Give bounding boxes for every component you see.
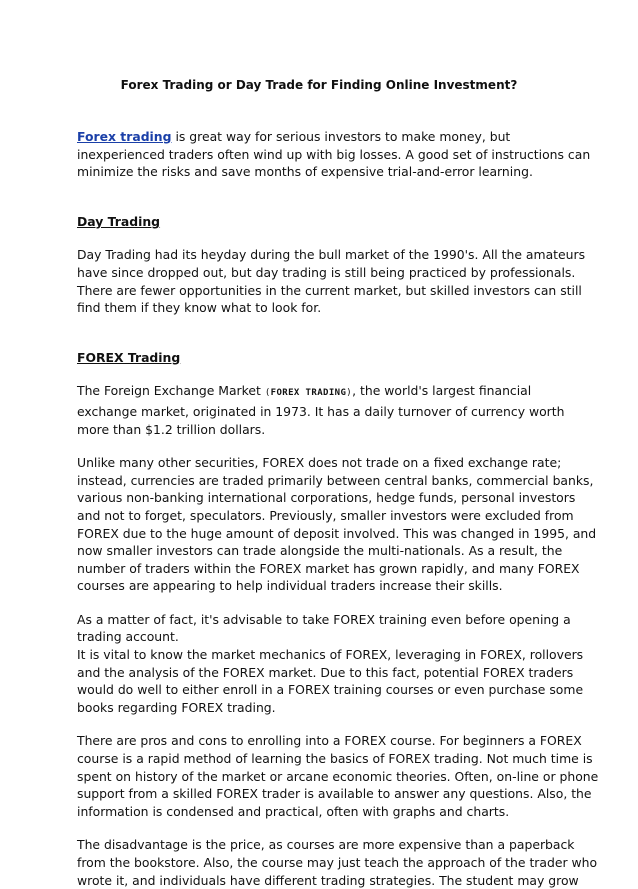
forex-p1-line: exchange market, originated in 1973. It has a daily turnover of currency worth	[77, 403, 565, 419]
forex-p3-line: As a matter of fact, it's advisable to take FOREX training even before opening a	[77, 611, 571, 627]
forex-p2-line: number of traders within the FOREX market has grown rapidly, and many FOREX	[77, 560, 580, 576]
forex-p2-line: FOREX due to the huge amount of deposit involved. This was changed in 1995, and	[77, 525, 597, 541]
forex-p3-line: trading account.	[77, 629, 179, 645]
forex-p1-line-1	[77, 382, 617, 403]
forex-abbrev	[265, 388, 352, 398]
forex-p1-end: , the world's largest financial	[352, 383, 532, 399]
forex-p3-line: It is vital to know the market mechanics of FOREX, leveraging in FOREX, rollovers	[77, 647, 584, 663]
forex-p4-line: course is a rapid method of learning the basics of FOREX trading. Not much time is	[77, 751, 593, 767]
forex-p3-line: books regarding FOREX trading.	[77, 699, 276, 715]
forex-p3-line: would do well to either enroll in a FOREX training courses or even purchase some	[77, 682, 584, 698]
day-trading-heading: Day Trading	[77, 213, 161, 229]
intro-line-1-text: is great way for serious investors to make money, but	[171, 129, 511, 144]
document-body	[77, 128, 617, 889]
forex-p4-line: support from a skilled FOREX trader is available to answer any questions. Also, the	[77, 786, 592, 802]
forex-p2-line: various non-banking international corporations, hedge funds, personal investors	[77, 490, 576, 506]
paren-open: (	[264, 388, 271, 399]
paren-close: )	[346, 388, 353, 399]
forex-p4-line: spent on history of the market or arcane economic theories. Often, on-line or phone	[77, 768, 599, 784]
forex-p2-line: courses are appearing to help individual traders increase their skills.	[77, 578, 503, 594]
intro-line-1	[77, 128, 617, 146]
forex-p2-line: instead, currencies are traded primarily between central banks, commercial banks,	[77, 472, 594, 488]
day-trading-line: find them if they know what to look for.	[77, 300, 322, 316]
forex-abbrev-text: FOREX TRADING	[270, 388, 347, 399]
forex-p2-line: now smaller investors can trade alongside the multi-nationals. As a result, the	[77, 543, 563, 559]
intro-line-3: minimize the risks and save months of expensive trial-and-error learning.	[77, 164, 533, 180]
day-trading-line: Day Trading had its heyday during the bull market of the 1990's. All the amateurs	[77, 247, 586, 263]
day-trading-line: There are fewer opportunities in the current market, but skilled investors can still	[77, 282, 582, 298]
forex-p4-line: information is condensed and practical, often with graphs and charts.	[77, 803, 510, 819]
forex-p5-line: wrote it, and individuals have different trading strategies. The student may grow	[77, 872, 579, 888]
forex-p2-line: Unlike many other securities, FOREX does not trade on a fixed exchange rate;	[77, 455, 562, 471]
forex-p3-line: and the analysis of the FOREX market. Due to this fact, potential FOREX traders	[77, 664, 574, 680]
page-title: Forex Trading or Day Trade for Finding Online Investment?	[120, 78, 518, 92]
intro-line-2: inexperienced traders often wind up with big losses. A good set of instructions can	[77, 146, 591, 162]
forex-p2-line: and not to forget, speculators. Previously, smaller investors were excluded from	[77, 507, 574, 523]
day-trading-line: have since dropped out, but day trading is still being practiced by professionals.	[77, 264, 576, 280]
forex-p4-line: There are pros and cons to enrolling into a FOREX course. For beginners a FOREX	[77, 733, 582, 749]
forex-p1-start: The Foreign Exchange Market	[77, 383, 265, 399]
forex-p1-line: more than $1.2 trillion dollars.	[77, 421, 266, 437]
forex-trading-heading: FOREX Trading	[77, 349, 181, 365]
forex-p5-line: from the bookstore. Also, the course may just teach the approach of the trader who	[77, 855, 598, 870]
forex-p5-line: The disadvantage is the price, as courses are more expensive than a paperback	[77, 837, 575, 853]
forex-trading-link[interactable]: Forex trading	[77, 129, 172, 144]
